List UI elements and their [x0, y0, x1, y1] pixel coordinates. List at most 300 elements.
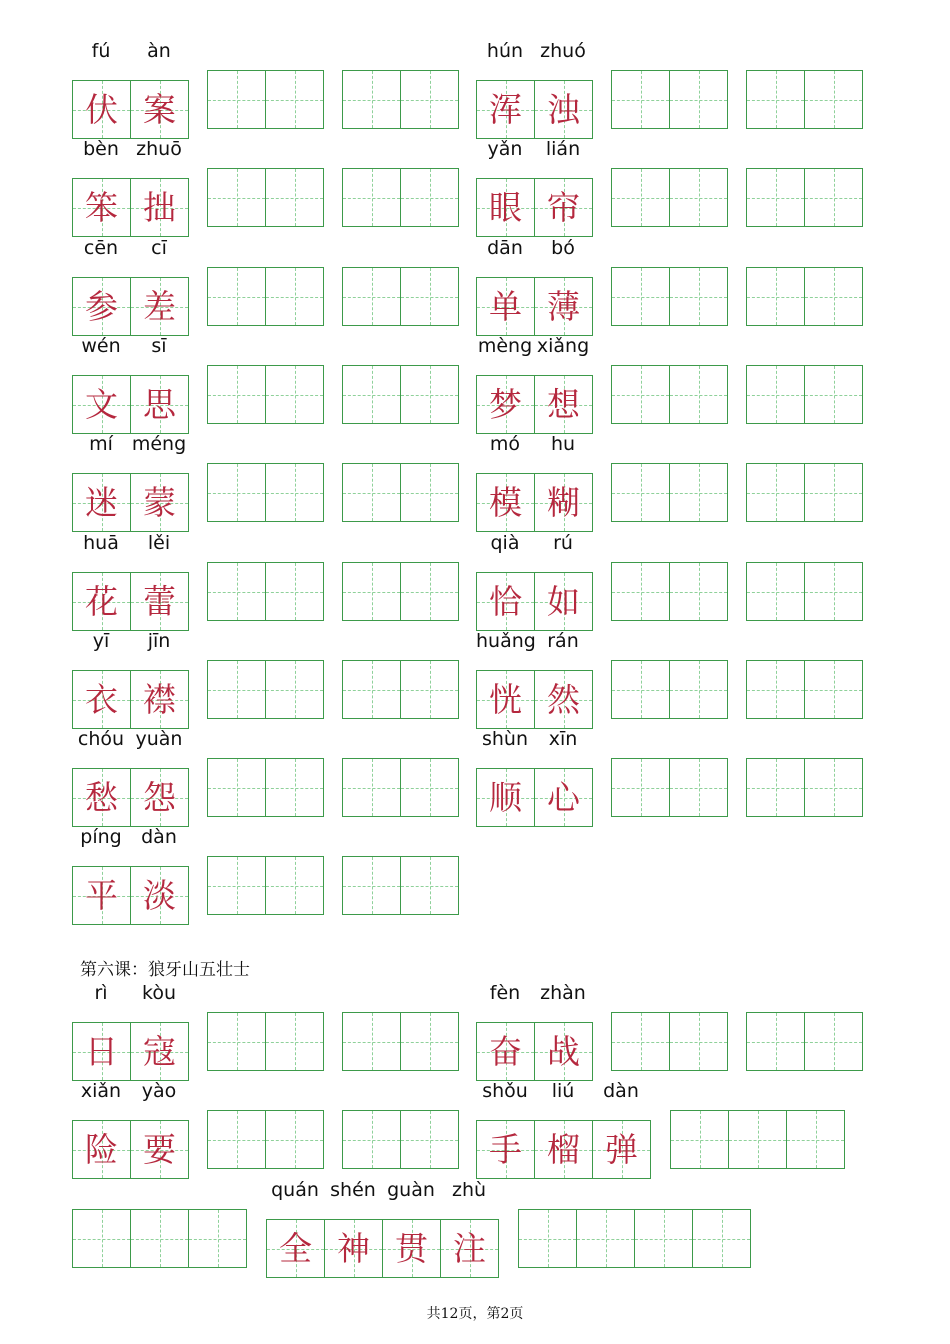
practice-grid — [611, 660, 728, 719]
practice-grid — [207, 70, 324, 129]
pinyin-syllable: shǒu — [482, 1080, 528, 1102]
pinyin-syllable: hu — [550, 433, 576, 455]
practice-cell — [265, 660, 324, 719]
char-cell — [534, 80, 593, 139]
char-cell — [476, 670, 535, 729]
pinyin-syllable: dàn — [141, 826, 177, 848]
practice-grid — [207, 463, 324, 522]
hanzi-char: 奋 — [489, 1032, 522, 1071]
pinyin-syllable: rì — [94, 982, 108, 1004]
practice-cell — [265, 168, 324, 227]
practice-cell — [518, 1209, 577, 1268]
pinyin-syllable: zhàn — [540, 982, 586, 1004]
pinyin-syllable: zhù — [451, 1179, 487, 1201]
word-entry — [266, 1179, 499, 1278]
practice-grid — [611, 463, 728, 522]
practice-cell — [746, 758, 805, 817]
practice-cell — [804, 168, 863, 227]
practice-cell — [692, 1209, 751, 1268]
practice-grid — [342, 856, 459, 915]
pinyin-syllable: fú — [91, 40, 111, 62]
practice-cell — [265, 463, 324, 522]
practice-cell — [342, 70, 401, 129]
pinyin-syllable: shén — [330, 1179, 376, 1201]
practice-cell — [400, 1012, 459, 1071]
practice-cell — [265, 1012, 324, 1071]
pinyin-syllable: rú — [553, 532, 573, 554]
char-cell — [130, 866, 189, 925]
practice-cell — [265, 1110, 324, 1169]
char-cell — [476, 473, 535, 532]
pinyin-row — [72, 138, 189, 160]
practice-cell — [804, 267, 863, 326]
word-entry — [476, 982, 593, 1081]
practice-cell — [400, 660, 459, 719]
pinyin-syllable: zhuó — [540, 40, 586, 62]
pinyin-syllable: dān — [487, 237, 523, 259]
practice-cell — [669, 1012, 728, 1071]
word-entry — [476, 40, 593, 139]
practice-cell — [400, 856, 459, 915]
char-cell — [130, 473, 189, 532]
hanzi-char: 伏 — [85, 90, 118, 129]
pinyin-syllable: mèng — [477, 335, 533, 357]
practice-grid — [670, 1110, 845, 1169]
word-entry — [72, 728, 189, 827]
hanzi-char: 战 — [547, 1032, 580, 1071]
practice-cell — [400, 267, 459, 326]
practice-grid — [207, 168, 324, 227]
char-cell — [534, 572, 593, 631]
practice-cell — [804, 70, 863, 129]
char-cell — [440, 1219, 499, 1278]
pinyin-syllable: hún — [486, 40, 524, 62]
practice-grid — [342, 70, 459, 129]
pinyin-syllable: kòu — [142, 982, 176, 1004]
pinyin-row — [72, 728, 189, 750]
char-cell — [534, 768, 593, 827]
char-cell — [266, 1219, 325, 1278]
word-entry — [72, 630, 189, 729]
practice-grid — [746, 463, 863, 522]
char-cell — [72, 1120, 131, 1179]
pinyin-row — [72, 1080, 189, 1102]
practice-cell — [786, 1110, 845, 1169]
practice-cell — [207, 758, 266, 817]
practice-cell — [746, 168, 805, 227]
practice-grid — [207, 267, 324, 326]
word-entry — [476, 433, 593, 532]
pinyin-syllable: yào — [141, 1080, 177, 1102]
char-cell — [534, 178, 593, 237]
pinyin-row — [476, 532, 593, 554]
pinyin-row — [476, 982, 593, 1004]
hanzi-char: 浑 — [489, 90, 522, 129]
pinyin-syllable: huǎng — [476, 630, 536, 652]
char-grid — [476, 768, 593, 827]
practice-cell — [746, 660, 805, 719]
pinyin-syllable: àn — [147, 40, 171, 62]
practice-grid — [746, 660, 863, 719]
char-cell — [72, 572, 131, 631]
word-entry — [72, 237, 189, 336]
hanzi-char: 恍 — [489, 680, 522, 719]
word-entry — [72, 40, 189, 139]
pinyin-row — [72, 982, 189, 1004]
hanzi-char: 弹 — [605, 1130, 638, 1169]
practice-cell — [669, 168, 728, 227]
practice-cell — [611, 1012, 670, 1071]
word-entry — [476, 630, 593, 729]
char-cell — [534, 277, 593, 336]
char-grid — [476, 375, 593, 434]
pinyin-syllable: méng — [131, 433, 187, 455]
hanzi-char: 愁 — [85, 778, 118, 817]
pinyin-row — [476, 630, 593, 652]
pinyin-syllable: rán — [547, 630, 579, 652]
practice-cell — [400, 1110, 459, 1169]
pinyin-syllable: yǎn — [487, 138, 523, 160]
word-entry — [476, 335, 593, 434]
practice-cell — [342, 856, 401, 915]
practice-grid — [207, 660, 324, 719]
practice-grid — [342, 168, 459, 227]
practice-cell — [576, 1209, 635, 1268]
practice-cell — [265, 267, 324, 326]
char-cell — [72, 1022, 131, 1081]
hanzi-char: 注 — [453, 1229, 486, 1268]
hanzi-char: 淡 — [143, 876, 176, 915]
practice-cell — [342, 562, 401, 621]
hanzi-char: 花 — [85, 582, 118, 621]
char-cell — [476, 572, 535, 631]
practice-grid — [207, 1012, 324, 1071]
pinyin-row — [476, 138, 593, 160]
practice-cell — [669, 660, 728, 719]
practice-cell — [611, 70, 670, 129]
practice-grid — [611, 267, 728, 326]
hanzi-char: 思 — [143, 385, 176, 424]
char-cell — [72, 473, 131, 532]
practice-cell — [611, 463, 670, 522]
pinyin-syllable: xīn — [548, 728, 578, 750]
practice-cell — [634, 1209, 693, 1268]
practice-cell — [342, 463, 401, 522]
char-cell — [592, 1120, 651, 1179]
practice-grid — [207, 562, 324, 621]
word-entry — [72, 335, 189, 434]
char-cell — [130, 572, 189, 631]
pinyin-syllable: jīn — [147, 630, 171, 652]
practice-cell — [207, 1110, 266, 1169]
hanzi-char: 如 — [547, 582, 580, 621]
practice-cell — [265, 70, 324, 129]
char-grid — [476, 178, 593, 237]
hanzi-char: 眼 — [489, 188, 522, 227]
practice-cell — [804, 463, 863, 522]
word-entry — [72, 982, 189, 1081]
practice-grid — [746, 1012, 863, 1071]
practice-cell — [265, 856, 324, 915]
pinyin-syllable: cēn — [83, 237, 119, 259]
practice-grid — [746, 168, 863, 227]
pinyin-syllable: yī — [92, 630, 110, 652]
char-cell — [72, 670, 131, 729]
pinyin-syllable: mí — [89, 433, 113, 455]
char-cell — [534, 1120, 593, 1179]
practice-cell — [342, 267, 401, 326]
pinyin-row — [476, 335, 593, 357]
practice-cell — [611, 365, 670, 424]
practice-grid — [342, 1110, 459, 1169]
practice-cell — [400, 562, 459, 621]
char-grid — [72, 1022, 189, 1081]
hanzi-char: 寇 — [143, 1032, 176, 1071]
char-grid — [476, 473, 593, 532]
practice-cell — [746, 365, 805, 424]
practice-grid — [746, 758, 863, 817]
practice-cell — [669, 267, 728, 326]
word-entry — [476, 138, 593, 237]
char-cell — [534, 1022, 593, 1081]
pinyin-syllable: liú — [551, 1080, 575, 1102]
word-entry — [72, 532, 189, 631]
char-grid — [72, 670, 189, 729]
practice-grid — [342, 267, 459, 326]
practice-cell — [804, 562, 863, 621]
practice-cell — [669, 758, 728, 817]
hanzi-char: 怨 — [143, 778, 176, 817]
char-cell — [130, 670, 189, 729]
pinyin-syllable: bèn — [83, 138, 119, 160]
practice-grid — [611, 70, 728, 129]
pinyin-row — [476, 728, 593, 750]
practice-cell — [611, 758, 670, 817]
practice-grid — [207, 758, 324, 817]
hanzi-char: 要 — [143, 1130, 176, 1169]
word-entry — [476, 237, 593, 336]
hanzi-char: 想 — [547, 385, 580, 424]
pinyin-syllable: bó — [551, 237, 575, 259]
practice-grid — [518, 1209, 751, 1268]
section-title: 第六课：狼牙山五壮士 — [80, 960, 250, 980]
char-grid — [476, 277, 593, 336]
practice-cell — [342, 365, 401, 424]
char-cell — [476, 1022, 535, 1081]
hanzi-char: 日 — [85, 1032, 118, 1071]
practice-cell — [804, 365, 863, 424]
char-cell — [476, 178, 535, 237]
pinyin-row — [72, 40, 189, 62]
char-cell — [130, 178, 189, 237]
char-cell — [72, 277, 131, 336]
word-entry — [72, 433, 189, 532]
pinyin-syllable: zhuō — [136, 138, 182, 160]
pinyin-syllable: xiǎng — [536, 335, 590, 357]
practice-grid — [342, 463, 459, 522]
hanzi-char: 文 — [85, 385, 118, 424]
word-entry — [72, 1080, 189, 1179]
char-cell — [130, 80, 189, 139]
char-grid — [72, 473, 189, 532]
practice-cell — [400, 758, 459, 817]
hanzi-char: 迷 — [85, 483, 118, 522]
practice-grid — [611, 1012, 728, 1071]
practice-cell — [400, 365, 459, 424]
char-cell — [130, 1120, 189, 1179]
char-grid — [476, 670, 593, 729]
practice-grid — [207, 1110, 324, 1169]
practice-cell — [746, 267, 805, 326]
pinyin-syllable: píng — [80, 826, 122, 848]
pinyin-row — [476, 433, 593, 455]
char-cell — [476, 277, 535, 336]
pinyin-syllable: lián — [545, 138, 581, 160]
practice-grid — [746, 365, 863, 424]
hanzi-char: 然 — [547, 680, 580, 719]
practice-grid — [342, 758, 459, 817]
practice-grid — [611, 168, 728, 227]
hanzi-char: 糊 — [547, 483, 580, 522]
page-footer: 共12页，第2页 — [426, 1306, 524, 1322]
practice-cell — [611, 562, 670, 621]
practice-cell — [611, 267, 670, 326]
pinyin-syllable: cī — [151, 237, 167, 259]
practice-cell — [342, 168, 401, 227]
char-cell — [324, 1219, 383, 1278]
practice-cell — [669, 562, 728, 621]
hanzi-char: 浊 — [547, 90, 580, 129]
pinyin-syllable: lěi — [147, 532, 171, 554]
practice-cell — [669, 365, 728, 424]
char-cell — [72, 866, 131, 925]
practice-cell — [207, 463, 266, 522]
pinyin-row — [72, 532, 189, 554]
practice-cell — [728, 1110, 787, 1169]
char-grid — [72, 768, 189, 827]
char-cell — [130, 768, 189, 827]
practice-grid — [746, 267, 863, 326]
pinyin-row — [72, 433, 189, 455]
pinyin-row — [476, 1080, 651, 1102]
hanzi-char: 全 — [279, 1229, 312, 1268]
char-grid — [72, 1120, 189, 1179]
hanzi-char: 神 — [337, 1229, 370, 1268]
practice-cell — [207, 660, 266, 719]
practice-grid — [746, 562, 863, 621]
pinyin-row — [476, 237, 593, 259]
hanzi-char: 心 — [547, 778, 580, 817]
hanzi-char: 薄 — [547, 287, 580, 326]
char-grid — [476, 80, 593, 139]
char-cell — [130, 277, 189, 336]
pinyin-row — [476, 40, 593, 62]
pinyin-syllable: fèn — [489, 982, 521, 1004]
practice-grid — [342, 365, 459, 424]
practice-cell — [342, 758, 401, 817]
practice-cell — [400, 70, 459, 129]
practice-cell — [669, 70, 728, 129]
hanzi-char: 手 — [489, 1130, 522, 1169]
char-grid — [476, 572, 593, 631]
practice-grid — [342, 1012, 459, 1071]
practice-cell — [265, 562, 324, 621]
practice-cell — [400, 463, 459, 522]
hanzi-char: 拙 — [143, 188, 176, 227]
word-entry — [476, 728, 593, 827]
hanzi-char: 笨 — [85, 188, 118, 227]
pinyin-syllable: mó — [489, 433, 521, 455]
char-cell — [476, 768, 535, 827]
pinyin-syllable: wén — [81, 335, 121, 357]
char-cell — [72, 768, 131, 827]
char-cell — [72, 178, 131, 237]
pinyin-syllable: shùn — [481, 728, 529, 750]
char-grid — [72, 375, 189, 434]
word-entry — [476, 1080, 651, 1179]
char-grid — [72, 80, 189, 139]
practice-cell — [746, 1012, 805, 1071]
pinyin-row — [72, 237, 189, 259]
hanzi-char: 衣 — [85, 680, 118, 719]
practice-cell — [670, 1110, 729, 1169]
hanzi-char: 差 — [143, 287, 176, 326]
pinyin-syllable: qià — [490, 532, 520, 554]
practice-cell — [207, 168, 266, 227]
hanzi-char: 单 — [489, 287, 522, 326]
hanzi-char: 险 — [85, 1130, 118, 1169]
char-grid — [72, 572, 189, 631]
practice-cell — [669, 463, 728, 522]
hanzi-char: 帘 — [547, 188, 580, 227]
char-cell — [534, 375, 593, 434]
word-entry — [72, 826, 189, 925]
char-cell — [534, 473, 593, 532]
practice-grid — [342, 660, 459, 719]
char-cell — [72, 375, 131, 434]
char-grid — [476, 1022, 593, 1081]
hanzi-char: 贯 — [395, 1229, 428, 1268]
practice-cell — [265, 365, 324, 424]
pinyin-row — [72, 335, 189, 357]
pinyin-syllable: yuàn — [135, 728, 183, 750]
hanzi-char: 顺 — [489, 778, 522, 817]
practice-grid — [611, 562, 728, 621]
char-cell — [476, 80, 535, 139]
pinyin-syllable: xiǎn — [80, 1080, 122, 1102]
practice-grid — [342, 562, 459, 621]
char-cell — [476, 375, 535, 434]
char-cell — [534, 670, 593, 729]
practice-cell — [207, 70, 266, 129]
hanzi-char: 恰 — [489, 582, 522, 621]
hanzi-char: 模 — [489, 483, 522, 522]
char-grid — [266, 1219, 499, 1278]
practice-cell — [342, 1110, 401, 1169]
practice-cell — [611, 168, 670, 227]
practice-cell — [746, 463, 805, 522]
word-entry — [72, 138, 189, 237]
char-cell — [130, 1022, 189, 1081]
practice-cell — [400, 168, 459, 227]
hanzi-char: 榴 — [547, 1130, 580, 1169]
practice-grid — [207, 365, 324, 424]
pinyin-row — [266, 1179, 499, 1201]
pinyin-row — [72, 826, 189, 848]
hanzi-char: 参 — [85, 287, 118, 326]
pinyin-syllable: sī — [151, 335, 167, 357]
hanzi-char: 平 — [85, 876, 118, 915]
